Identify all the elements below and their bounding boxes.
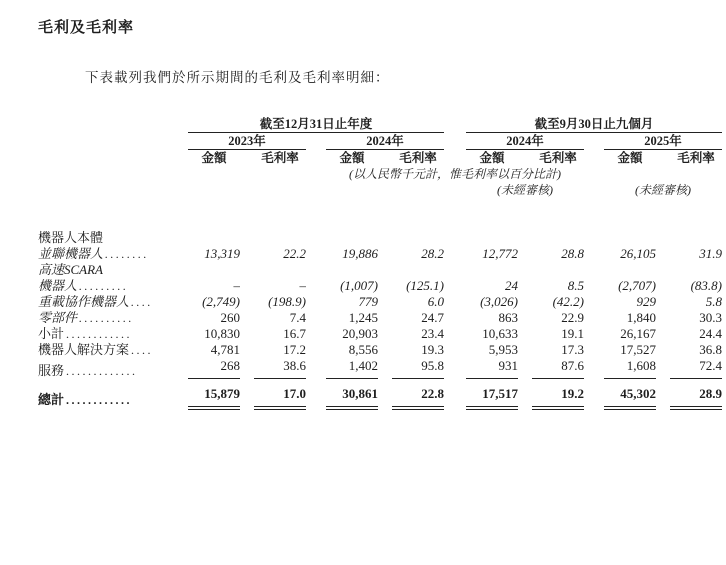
col-gap — [378, 310, 392, 326]
value-cell: 20,903 — [342, 326, 378, 341]
amount-header: 金額 — [479, 151, 505, 165]
value-cell: (2,749) — [202, 294, 240, 309]
column-header-row — [38, 150, 722, 167]
row-label: 機器人本體 — [38, 230, 104, 245]
col-gap — [584, 342, 604, 358]
col-gap — [656, 379, 670, 409]
value-cell: 17.2 — [283, 342, 306, 357]
col-gap — [378, 326, 392, 342]
margin-header: 毛利率 — [399, 151, 437, 165]
value-cell: 7.4 — [289, 310, 306, 325]
col-gap — [378, 342, 392, 358]
col-gap — [444, 294, 466, 310]
leader-dots: ......... — [79, 279, 129, 293]
col-gap — [306, 342, 326, 358]
spacer-row — [38, 198, 722, 230]
col-gap — [444, 326, 466, 342]
col-gap — [240, 379, 254, 409]
row-label: 小計 ............ — [38, 326, 133, 341]
col-gap — [656, 150, 670, 167]
value-cell: 929 — [636, 294, 656, 309]
value-cell: 28.2 — [421, 246, 444, 261]
value-cell: 1,402 — [326, 358, 378, 379]
col-gap — [378, 294, 392, 310]
amount-header: 金額 — [201, 151, 227, 165]
value-cell: 17.3 — [561, 342, 584, 357]
col-gap — [378, 246, 392, 262]
year-gap — [306, 133, 326, 150]
value-cell: 863 — [498, 310, 518, 325]
col-gap — [656, 310, 670, 326]
col-gap — [518, 150, 532, 167]
year-gap — [584, 133, 604, 150]
col-gap — [444, 150, 466, 167]
value-cell: 28.8 — [561, 246, 584, 261]
col-gap — [240, 342, 254, 358]
col-gap — [656, 246, 670, 262]
unaudited-note-2024: (未經審核) — [497, 183, 553, 197]
amount-header: 金額 — [339, 151, 365, 165]
empty-cell — [38, 182, 188, 198]
value-cell: 17,517 — [466, 379, 518, 409]
period-header-9m: 截至9月30日止九個月 — [466, 116, 722, 133]
col-gap — [518, 379, 532, 409]
row-label: 總計 ............ — [38, 392, 133, 407]
value-cell: 26,167 — [620, 326, 656, 341]
margin-header: 毛利率 — [539, 151, 577, 165]
value-cell: (42.2) — [552, 294, 584, 309]
col-gap — [240, 310, 254, 326]
empty-cell — [38, 133, 188, 150]
value-cell: 8.5 — [567, 278, 584, 293]
col-gap — [306, 278, 326, 294]
leader-dots: .... — [131, 295, 154, 309]
year-header-2024-9m: 2024年 — [466, 133, 584, 150]
value-cell: 30,861 — [326, 379, 378, 409]
table-row — [38, 358, 722, 379]
col-gap — [306, 326, 326, 342]
group-gap — [444, 116, 466, 133]
empty-cell — [188, 182, 444, 198]
row-label: 高速SCARA — [38, 262, 103, 277]
value-cell: (83.8) — [690, 278, 722, 293]
col-gap — [518, 358, 532, 379]
col-gap — [240, 278, 254, 294]
col-gap — [656, 294, 670, 310]
col-gap — [378, 358, 392, 379]
col-gap — [240, 358, 254, 379]
year-header-2025: 2025年 — [604, 133, 722, 150]
value-cell: (1,007) — [340, 278, 378, 293]
col-gap — [444, 379, 466, 409]
col-gap — [518, 342, 532, 358]
col-gap — [240, 326, 254, 342]
group-gap — [444, 182, 466, 198]
page-title: 毛利及毛利率 — [38, 20, 135, 36]
value-cell: 1,245 — [348, 310, 378, 325]
value-cell: 10,633 — [482, 326, 518, 341]
leader-dots: ............ — [66, 393, 133, 407]
year-gap — [444, 133, 466, 150]
table-row — [38, 246, 722, 262]
value-cell: – — [233, 278, 240, 293]
value-cell: 30.3 — [699, 310, 722, 325]
col-gap — [584, 310, 604, 326]
col-gap — [378, 150, 392, 167]
value-cell: (125.1) — [406, 278, 444, 293]
col-gap — [656, 342, 670, 358]
col-gap — [306, 379, 326, 409]
value-cell: 31.9 — [699, 246, 722, 261]
leader-dots: ........ — [105, 247, 150, 261]
value-cell: (3,026) — [480, 294, 518, 309]
col-gap — [656, 358, 670, 379]
period-header-fy: 截至12月31日止年度 — [188, 116, 444, 133]
value-cell: 5,953 — [488, 342, 518, 357]
value-cell: 24.7 — [421, 310, 444, 325]
value-cell: 19.1 — [561, 326, 584, 341]
col-gap — [584, 294, 604, 310]
row-label: 零部件 .......... — [38, 310, 135, 325]
col-gap — [240, 294, 254, 310]
col-gap — [444, 342, 466, 358]
value-cell: 23.4 — [421, 326, 444, 341]
col-gap — [584, 326, 604, 342]
table-row — [38, 379, 722, 409]
col-gap — [444, 358, 466, 379]
value-cell: 779 — [358, 294, 378, 309]
value-cell: 6.0 — [427, 294, 444, 309]
row-label: 機器人解決方案 .... — [38, 342, 154, 357]
leader-dots: ............. — [66, 363, 138, 378]
empty-cell — [38, 198, 722, 230]
col-gap — [240, 150, 254, 167]
value-cell: 931 — [466, 358, 518, 379]
col-gap — [518, 326, 532, 342]
col-gap — [584, 246, 604, 262]
year-header-2023: 2023年 — [188, 133, 306, 150]
col-gap — [518, 246, 532, 262]
value-cell: 22.8 — [392, 379, 444, 409]
value-cell: (198.9) — [268, 294, 306, 309]
row-label: 機器人 ......... — [38, 278, 129, 293]
value-cell: 24 — [505, 278, 518, 293]
table-row — [38, 342, 722, 358]
unaudited-note-2025: (未經審核) — [635, 183, 691, 197]
value-cell: – — [299, 278, 306, 293]
table-row — [38, 278, 722, 294]
col-gap — [378, 379, 392, 409]
table-row — [38, 326, 722, 342]
value-cell: 15,879 — [188, 379, 240, 409]
value-cell: 16.7 — [283, 326, 306, 341]
col-gap — [306, 358, 326, 379]
value-cell: 8,556 — [348, 342, 378, 357]
empty-cell — [38, 116, 188, 133]
value-cell: 1,840 — [626, 310, 656, 325]
leader-dots: ............ — [66, 327, 133, 341]
intro-text: 下表載列我們於所示期間的毛利及毛利率明細： — [85, 70, 390, 85]
value-cell: 13,319 — [204, 246, 240, 261]
value-cell: 260 — [220, 310, 240, 325]
value-cell: 17,527 — [620, 342, 656, 357]
value-cell: 19.3 — [421, 342, 444, 357]
unaudited-row — [38, 182, 722, 198]
col-gap — [518, 278, 532, 294]
value-cell: 4,781 — [210, 342, 240, 357]
period-header-row — [38, 116, 722, 133]
col-gap — [518, 294, 532, 310]
row-label: 並聯機器人 ........ — [38, 246, 150, 261]
row-label: 重載協作機器人 .... — [38, 294, 154, 309]
value-cell: 268 — [188, 358, 240, 379]
value-cell: 95.8 — [392, 358, 444, 379]
value-cell: 87.6 — [532, 358, 584, 379]
value-cell: 10,830 — [204, 326, 240, 341]
value-cell: 38.6 — [254, 358, 306, 379]
value-cell: 17.0 — [254, 379, 306, 409]
value-cell: 36.8 — [699, 342, 722, 357]
col-gap — [306, 150, 326, 167]
value-cell: (2,707) — [618, 278, 656, 293]
value-cell: 26,105 — [620, 246, 656, 261]
empty-cell — [38, 166, 188, 182]
unit-note: (以人民幣千元計，惟毛利率以百分比計) — [349, 167, 561, 181]
value-cell: 22.2 — [283, 246, 306, 261]
leader-dots: .... — [131, 343, 154, 357]
col-gap — [656, 326, 670, 342]
table-row — [38, 294, 722, 310]
value-cell: 24.4 — [699, 326, 722, 341]
gross-profit-table — [38, 116, 722, 410]
table-row — [38, 230, 722, 246]
value-cell: 19,886 — [342, 246, 378, 261]
year-gap — [584, 182, 604, 198]
table-row — [38, 262, 722, 278]
year-header-2024: 2024年 — [326, 133, 444, 150]
col-gap — [518, 310, 532, 326]
col-gap — [584, 379, 604, 409]
value-cell: 12,772 — [482, 246, 518, 261]
col-gap — [584, 278, 604, 294]
col-gap — [444, 246, 466, 262]
table-row — [38, 310, 722, 326]
margin-header: 毛利率 — [261, 151, 299, 165]
col-gap — [584, 358, 604, 379]
col-gap — [306, 310, 326, 326]
year-header-row — [38, 133, 722, 150]
value-cell: 72.4 — [670, 358, 722, 379]
value-cell: 28.9 — [670, 379, 722, 409]
col-gap — [444, 310, 466, 326]
col-gap — [306, 246, 326, 262]
empty-cell — [38, 150, 188, 167]
col-gap — [444, 278, 466, 294]
value-cell: 45,302 — [604, 379, 656, 409]
value-cell: 1,608 — [604, 358, 656, 379]
value-cell: 19.2 — [532, 379, 584, 409]
col-gap — [306, 294, 326, 310]
col-gap — [378, 278, 392, 294]
amount-header: 金額 — [617, 151, 643, 165]
leader-dots: .......... — [79, 311, 135, 325]
col-gap — [656, 278, 670, 294]
unit-note-row — [38, 166, 722, 182]
value-cell: 22.9 — [561, 310, 584, 325]
col-gap — [240, 246, 254, 262]
margin-header: 毛利率 — [677, 151, 715, 165]
value-cell: 5.8 — [705, 294, 722, 309]
col-gap — [584, 150, 604, 167]
row-label: 服務 ............. — [38, 362, 138, 378]
